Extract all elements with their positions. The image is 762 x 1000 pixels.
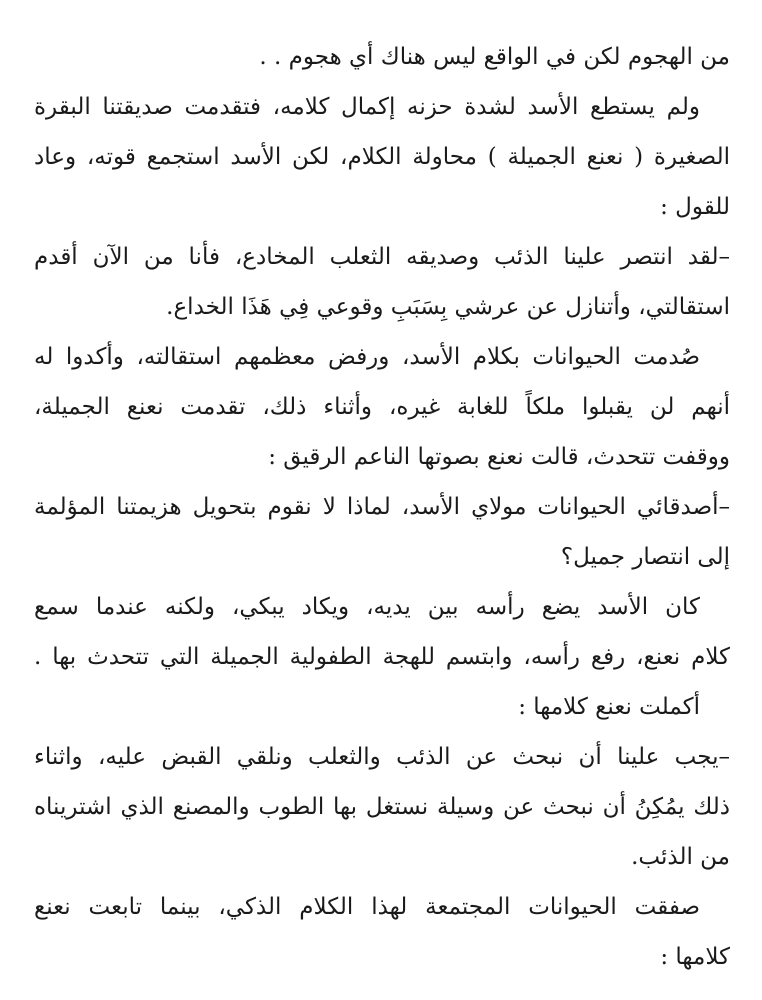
text-line-8: أنهم لن يقبلوا ملكاً للغابة غيره، وأثناء ذلك، تقدمت نعنع الجميلة، xyxy=(34,394,730,420)
text-line-3: الصغيرة ( نعنع الجميلة ) محاولة الكلام، لكن الأسد استجمع قوته، وعاد xyxy=(34,144,730,170)
text-line-1: من الهجوم لكن في الواقع ليس هناك أي هجوم . . xyxy=(259,44,730,70)
text-line-17: من الذئب. xyxy=(631,844,730,870)
text-line-10: –أصدقائي الحيوانات مولاي الأسد، لماذا لا نقوم بتحويل هزيمتنا المؤلمة xyxy=(34,494,730,520)
text-line-13: كلام نعنع، رفع رأسه، وابتسم للهجة الطفولية الجميلة التي تتحدث بها . xyxy=(34,644,730,670)
text-line-5: –لقد انتصر علينا الذئب وصديقه الثعلب المخادع، فأنا من الآن أقدم xyxy=(34,244,730,270)
text-line-18: صفقت الحيوانات المجتمعة لهذا الكلام الذكي، بينما تابعت نعنع xyxy=(34,894,700,920)
text-line-9: ووقفت تتحدث، قالت نعنع بصوتها الناعم الرقيق : xyxy=(268,444,730,470)
text-line-11: إلى انتصار جميل؟ xyxy=(560,544,730,570)
text-line-2: ولم يستطع الأسد لشدة حزنه إكمال كلامه، فتقدمت صديقتنا البقرة xyxy=(34,94,700,120)
text-line-14: أكملت نعنع كلامها : xyxy=(518,694,700,720)
text-line-16: ذلك يمُكِنُ أن نبحث عن وسيلة نستغل بها الطوب والمصنع الذي اشتريناه xyxy=(34,794,730,820)
text-line-7: صُدمت الحيوانات بكلام الأسد، ورفض معظمهم استقالته، وأكدوا له xyxy=(34,344,700,370)
text-line-15: –يجب علينا أن نبحث عن الذئب والثعلب ونلقي القبض عليه، واثناء xyxy=(34,744,730,770)
text-line-19: كلامها : xyxy=(660,944,730,970)
text-line-4: للقول : xyxy=(660,194,730,220)
text-line-12: كان الأسد يضع رأسه بين يديه، ويكاد يبكي، ولكنه عندما سمع xyxy=(34,594,700,620)
text-line-6: استقالتي، وأتنازل عن عرشي بِسَبَبِ وقوعي فِي هَذَا الخداع. xyxy=(166,294,730,320)
